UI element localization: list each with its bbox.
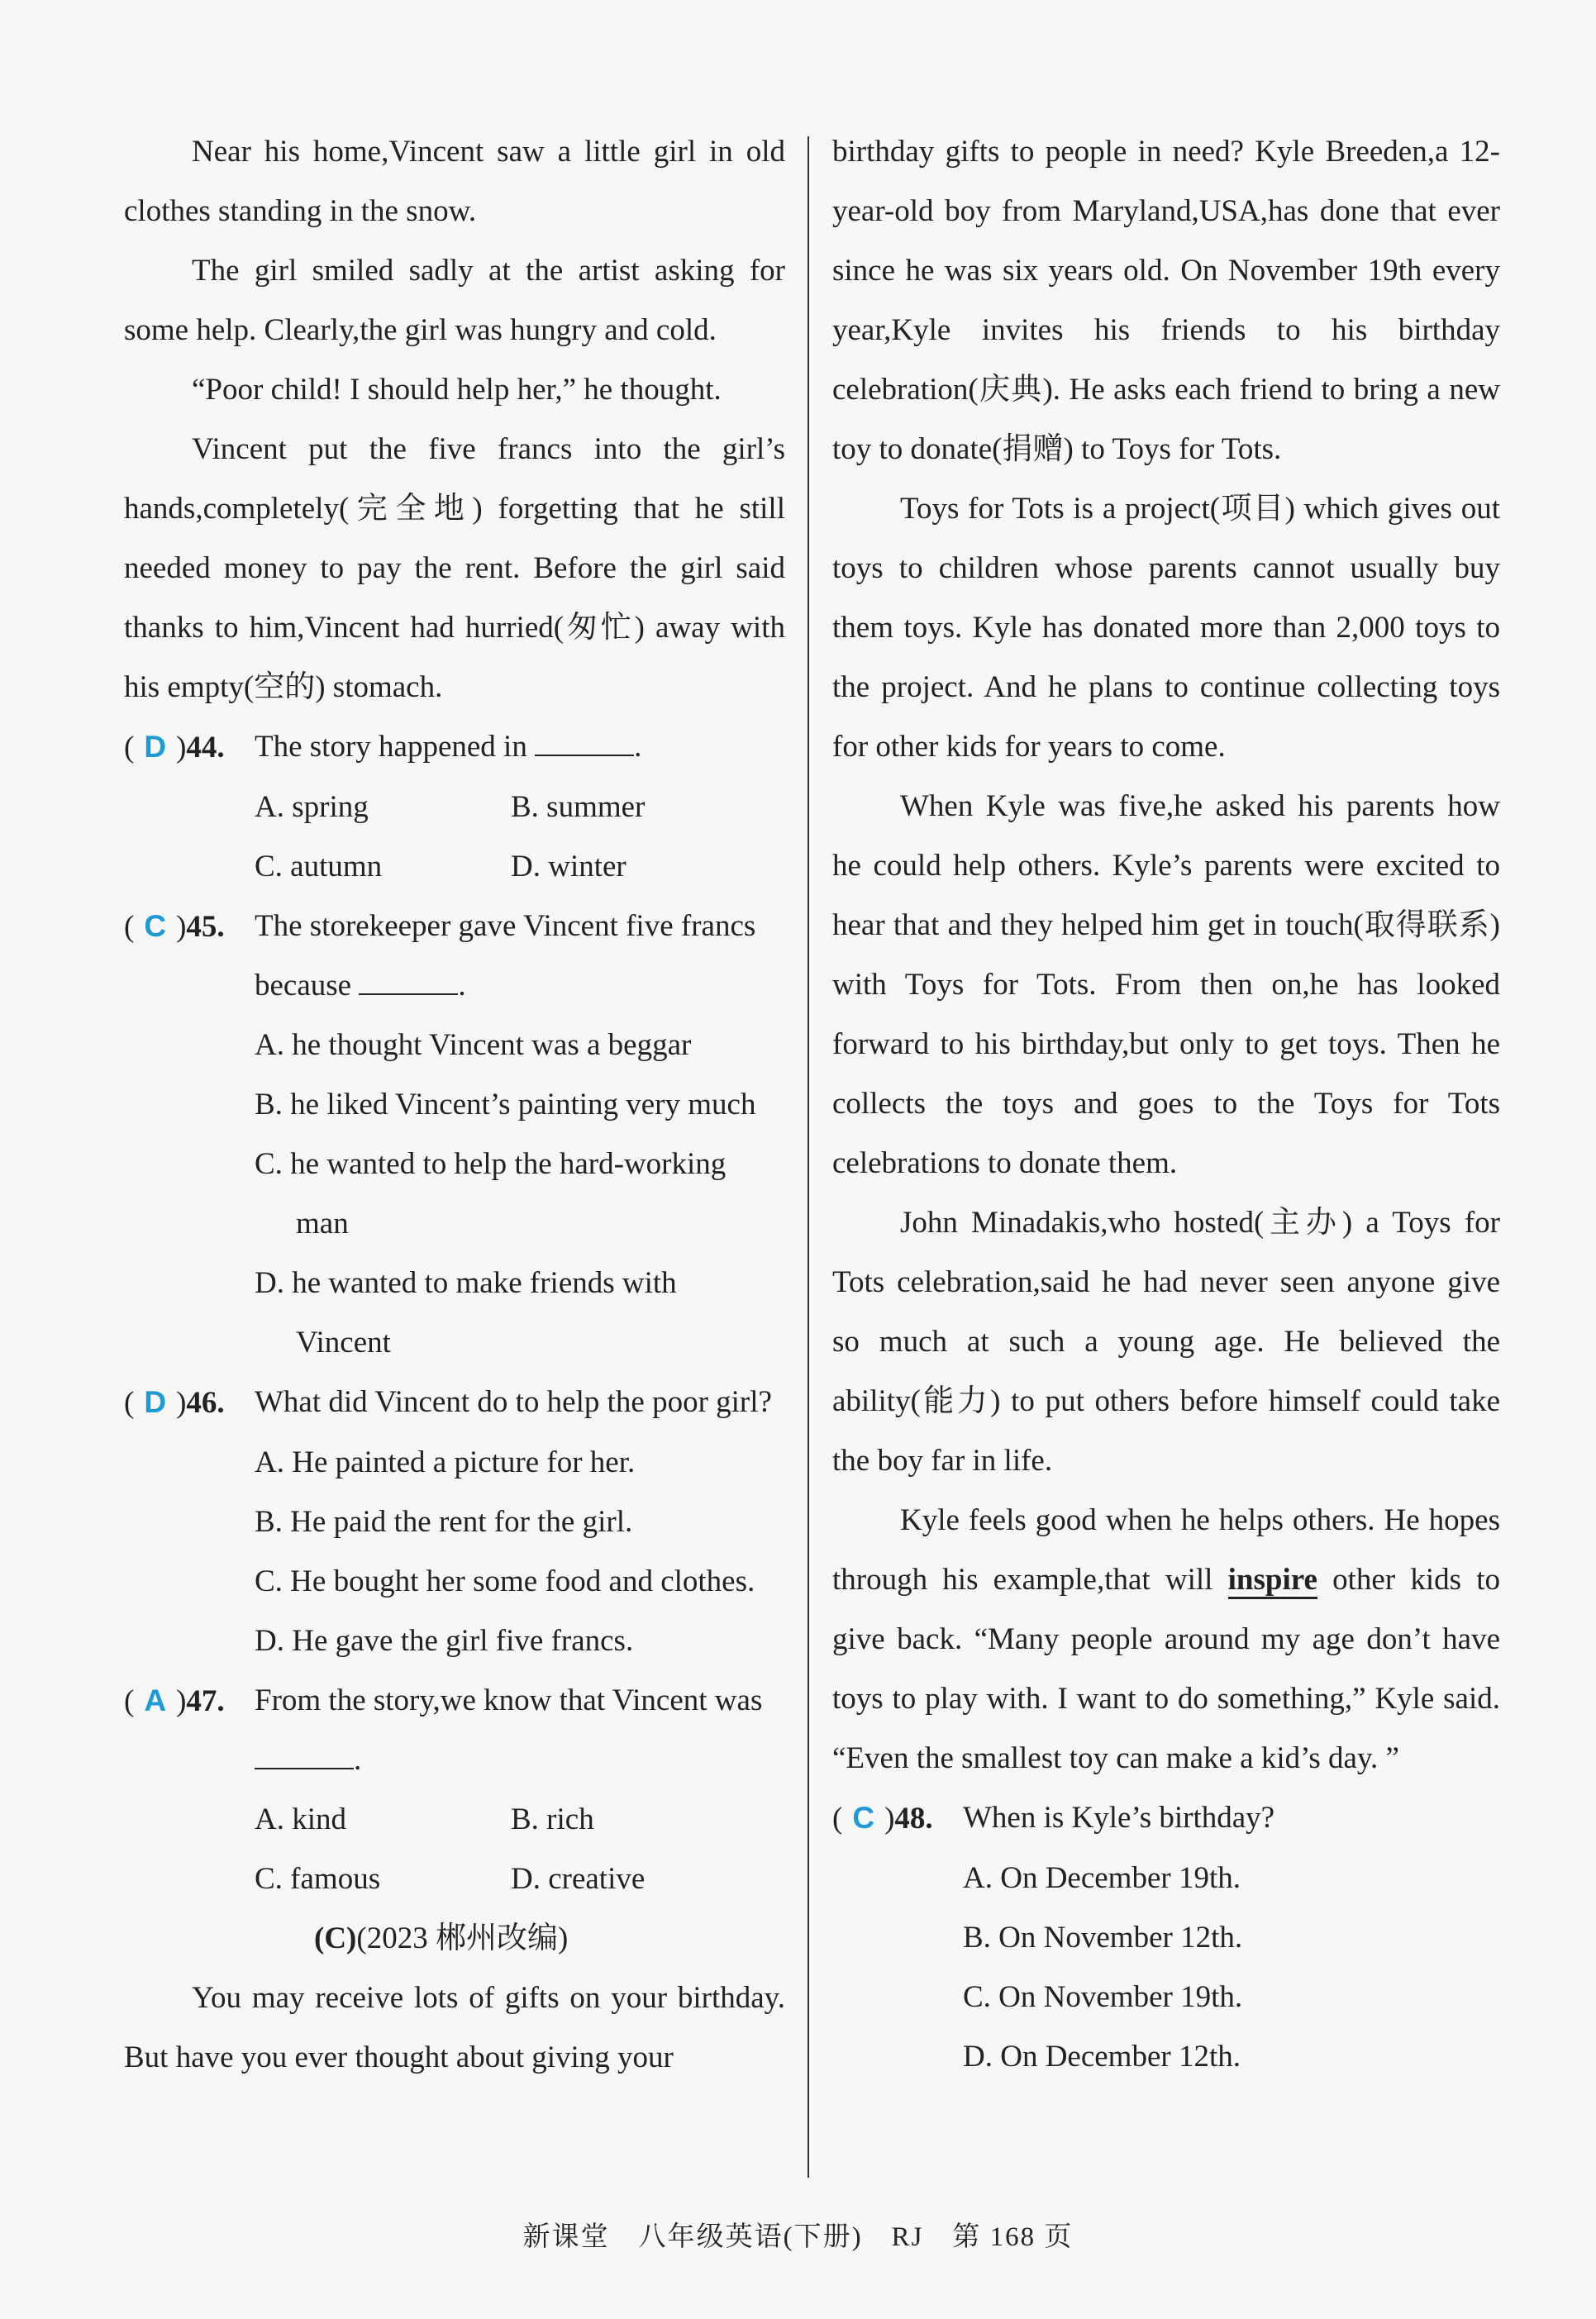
left-column bbox=[124, 122, 785, 2088]
option-d: D. On December 12th. bbox=[963, 2040, 1241, 2074]
option-d: D. he wanted to make friends with Vincent bbox=[255, 1266, 677, 1359]
option-c: C. famous bbox=[255, 1862, 381, 1896]
paragraph: Toys for Tots is a project(项目) which gives out toys to children whose parents cannot usually buy them toys. Kyle has donated more than 2,000 toys to the project. And he plans to continue collecting toys for other kids for years to come. bbox=[832, 492, 1500, 764]
question-stem: When is Kyle’s birthday? bbox=[963, 1801, 1275, 1835]
answer-letter: C bbox=[852, 1801, 875, 1835]
question-stem: From the story,we know that Vincent was bbox=[255, 1683, 763, 1717]
paragraph: Vincent put the five francs into the girl’s hands,completely(完全地) forgetting that he still needed money to pay the rent. Before the girl said thanks to him,Vincent had hurried(匆忙) away with his empty(空的) stomach. bbox=[124, 432, 785, 704]
option-b: B. summer bbox=[511, 790, 646, 824]
answer-letter: D bbox=[144, 1385, 167, 1419]
paragraph: The girl smiled sadly at the artist asking for some help. Clearly,the girl was hungry and cold. bbox=[124, 254, 785, 347]
option-d: D. creative bbox=[511, 1862, 646, 1896]
underlined-word: inspire bbox=[1228, 1563, 1317, 1599]
answer-blank bbox=[535, 730, 634, 756]
option-c: C. On November 19th. bbox=[963, 1980, 1243, 2014]
option-b: B. he liked Vincent’s painting very much bbox=[255, 1088, 756, 1121]
options-row bbox=[124, 778, 785, 837]
question-stem: The story happened in bbox=[255, 730, 527, 764]
question-46: ( D )46. What did Vincent do to help the poor girl? bbox=[124, 1373, 785, 1433]
section-letter: (C) bbox=[314, 1921, 357, 1955]
option-b: B. rich bbox=[511, 1802, 594, 1836]
options-row bbox=[124, 1790, 785, 1850]
column-divider bbox=[808, 136, 809, 2178]
options-row bbox=[124, 837, 785, 897]
question-number: 47. bbox=[186, 1684, 225, 1718]
paragraph: Kyle feels good when he helps others. He hopes through his example,that will inspire other kids to give back. “Many people around my age don’t have toys to play with. I want to do something,” Kyle said. “Even the smallest toy can make a kid’s day. ” bbox=[832, 1503, 1500, 1775]
question-45: ( C )45. The storekeeper gave Vincent five francs because . bbox=[124, 909, 756, 1002]
answer-letter: D bbox=[144, 730, 167, 764]
right-column bbox=[832, 122, 1500, 2087]
question-number: 44. bbox=[186, 731, 225, 764]
option-c: C. autumn bbox=[255, 850, 383, 883]
question-stem: What did Vincent do to help the poor girl? bbox=[255, 1385, 772, 1419]
option-d: D. He gave the girl five francs. bbox=[255, 1624, 634, 1658]
option-c: C. he wanted to help the hard-working man bbox=[255, 1147, 727, 1240]
page-footer: 新课堂 八年级英语(下册) RJ 第 168 页 bbox=[522, 2222, 1074, 2252]
question-number: 46. bbox=[186, 1386, 225, 1420]
option-d: D. winter bbox=[511, 850, 626, 883]
question-47: ( A )47. From the story,we know that Vincent was . bbox=[124, 1683, 763, 1777]
paragraph: When Kyle was five,he asked his parents how he could help others. Kyle’s parents were excited to hear that and they helped him get in touch(取得联系) with Toys for Tots. From then on,he has looked forward to his birthday,but only to get toys. Then he collects the toys and goes to the Toys for Tots celebrations to donate them. bbox=[832, 789, 1500, 1180]
paragraph: John Minadakis,who hosted(主办) a Toys for Tots celebration,said he had never seen anyone give so much at such a young age. He believed the ability(能力) to put others before himself could take the boy far in life. bbox=[832, 1206, 1500, 1478]
section-source: (2023 郴州改编) bbox=[356, 1921, 569, 1955]
paragraph: “Poor child! I should help her,” he thought. bbox=[192, 373, 722, 407]
question-number: 48. bbox=[894, 1802, 933, 1836]
question-44: ( D )44. The story happened in . bbox=[124, 730, 642, 764]
answer-blank bbox=[359, 969, 458, 995]
question-48: ( C )48. When is Kyle’s birthday? bbox=[832, 1788, 1500, 1849]
option-c: C. He bought her some food and clothes. bbox=[255, 1564, 755, 1598]
option-a: A. kind bbox=[255, 1802, 346, 1836]
option-a: A. He painted a picture for her. bbox=[255, 1445, 636, 1479]
question-stem: The storekeeper gave Vincent five francs because bbox=[255, 909, 756, 1002]
answer-letter: A bbox=[144, 1683, 167, 1717]
option-b: B. On November 12th. bbox=[963, 1921, 1243, 1955]
section-heading bbox=[124, 1909, 785, 1969]
option-b: B. He paid the rent for the girl. bbox=[255, 1505, 633, 1539]
options-row bbox=[124, 1850, 785, 1909]
answer-blank bbox=[255, 1743, 354, 1769]
paragraph: You may receive lots of gifts on your birthday. But have you ever thought about giving your bbox=[124, 1981, 785, 2074]
question-number: 45. bbox=[186, 910, 225, 944]
option-a: A. On December 19th. bbox=[963, 1861, 1241, 1895]
paragraph: birthday gifts to people in need? Kyle Breeden,a 12-year-old boy from Maryland,USA,has done that ever since he was six years old. On November 19th every year,Kyle invites his friends to his birthday celebration(庆典). He asks each friend to bring a new toy to donate(捐赠) to Toys for Tots. bbox=[832, 135, 1500, 466]
paragraph: Near his home,Vincent saw a little girl in old clothes standing in the snow. bbox=[124, 135, 785, 228]
answer-letter: C bbox=[144, 909, 167, 943]
option-a: A. spring bbox=[255, 790, 369, 824]
option-a: A. he thought Vincent was a beggar bbox=[255, 1028, 692, 1062]
